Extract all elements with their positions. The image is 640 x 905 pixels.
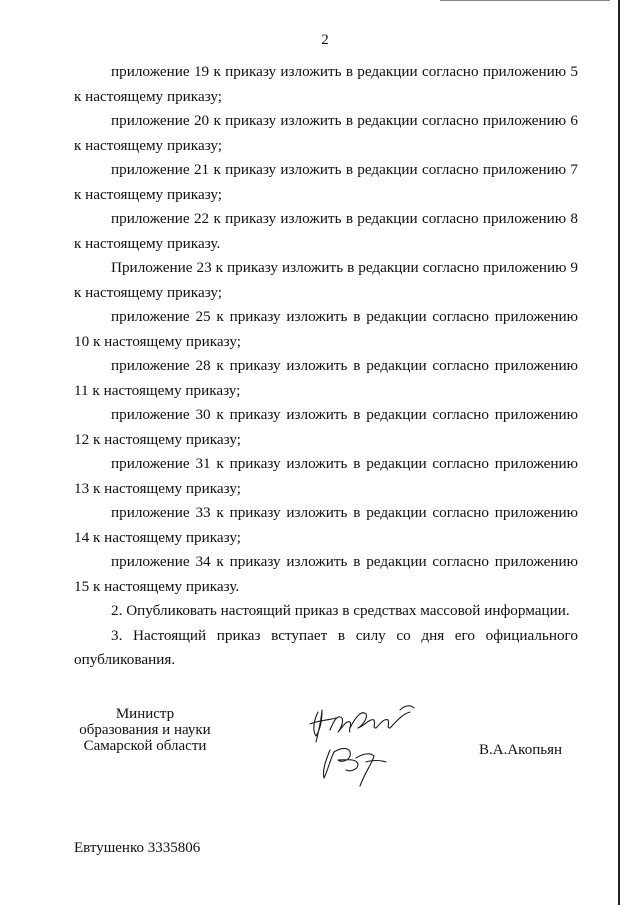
paragraph: приложение 20 к приказу изложить в редакции согласно приложению 6 к настоящему приказу; [74,112,578,154]
scan-edge-right [618,0,620,905]
page-number: 2 [321,32,329,48]
position-line: Министр [115,706,175,722]
signer-position [70,706,220,754]
position-line: Самарской области [83,738,207,754]
paragraph: 2. Опубликовать настоящий приказ в средствах массовой информации. [111,602,570,619]
paragraph: приложение 33 к приказу изложить в редакции согласно приложению 14 к настоящему приказу; [74,504,578,546]
executor-contact: Евтушенко 3335806 [74,840,201,856]
document-body [74,60,578,673]
scan-edge-top [440,0,610,1]
position-line: образования и науки [79,722,211,738]
paragraph: приложение 28 к приказу изложить в редакции согласно приложению 11 к настоящему приказу; [74,357,578,399]
signer-name: В.А.Акопьян [479,742,562,758]
paragraph: приложение 34 к приказу изложить в редакции согласно приложению 15 к настоящему приказу. [74,553,578,595]
handwritten-signature [300,690,425,800]
paragraph: приложение 30 к приказу изложить в редакции согласно приложению 12 к настоящему приказу; [74,406,578,448]
paragraph: приложение 21 к приказу изложить в редакции согласно приложению 7 к настоящему приказу; [74,161,578,203]
paragraph: приложение 31 к приказу изложить в редакции согласно приложению 13 к настоящему приказу; [74,455,578,497]
paragraph: 3. Настоящий приказ вступает в силу со дня его официального опубликования. [74,626,578,668]
paragraph: приложение 22 к приказу изложить в редакции согласно приложению 8 к настоящему приказу. [74,210,578,252]
paragraph: приложение 19 к приказу изложить в редакции согласно приложению 5 к настоящему приказу; [74,63,578,105]
paragraph: Приложение 23 к приказу изложить в редакции согласно приложению 9 к настоящему приказу; [74,259,578,301]
paragraph: приложение 25 к приказу изложить в редакции согласно приложению 10 к настоящему приказу; [74,308,578,350]
